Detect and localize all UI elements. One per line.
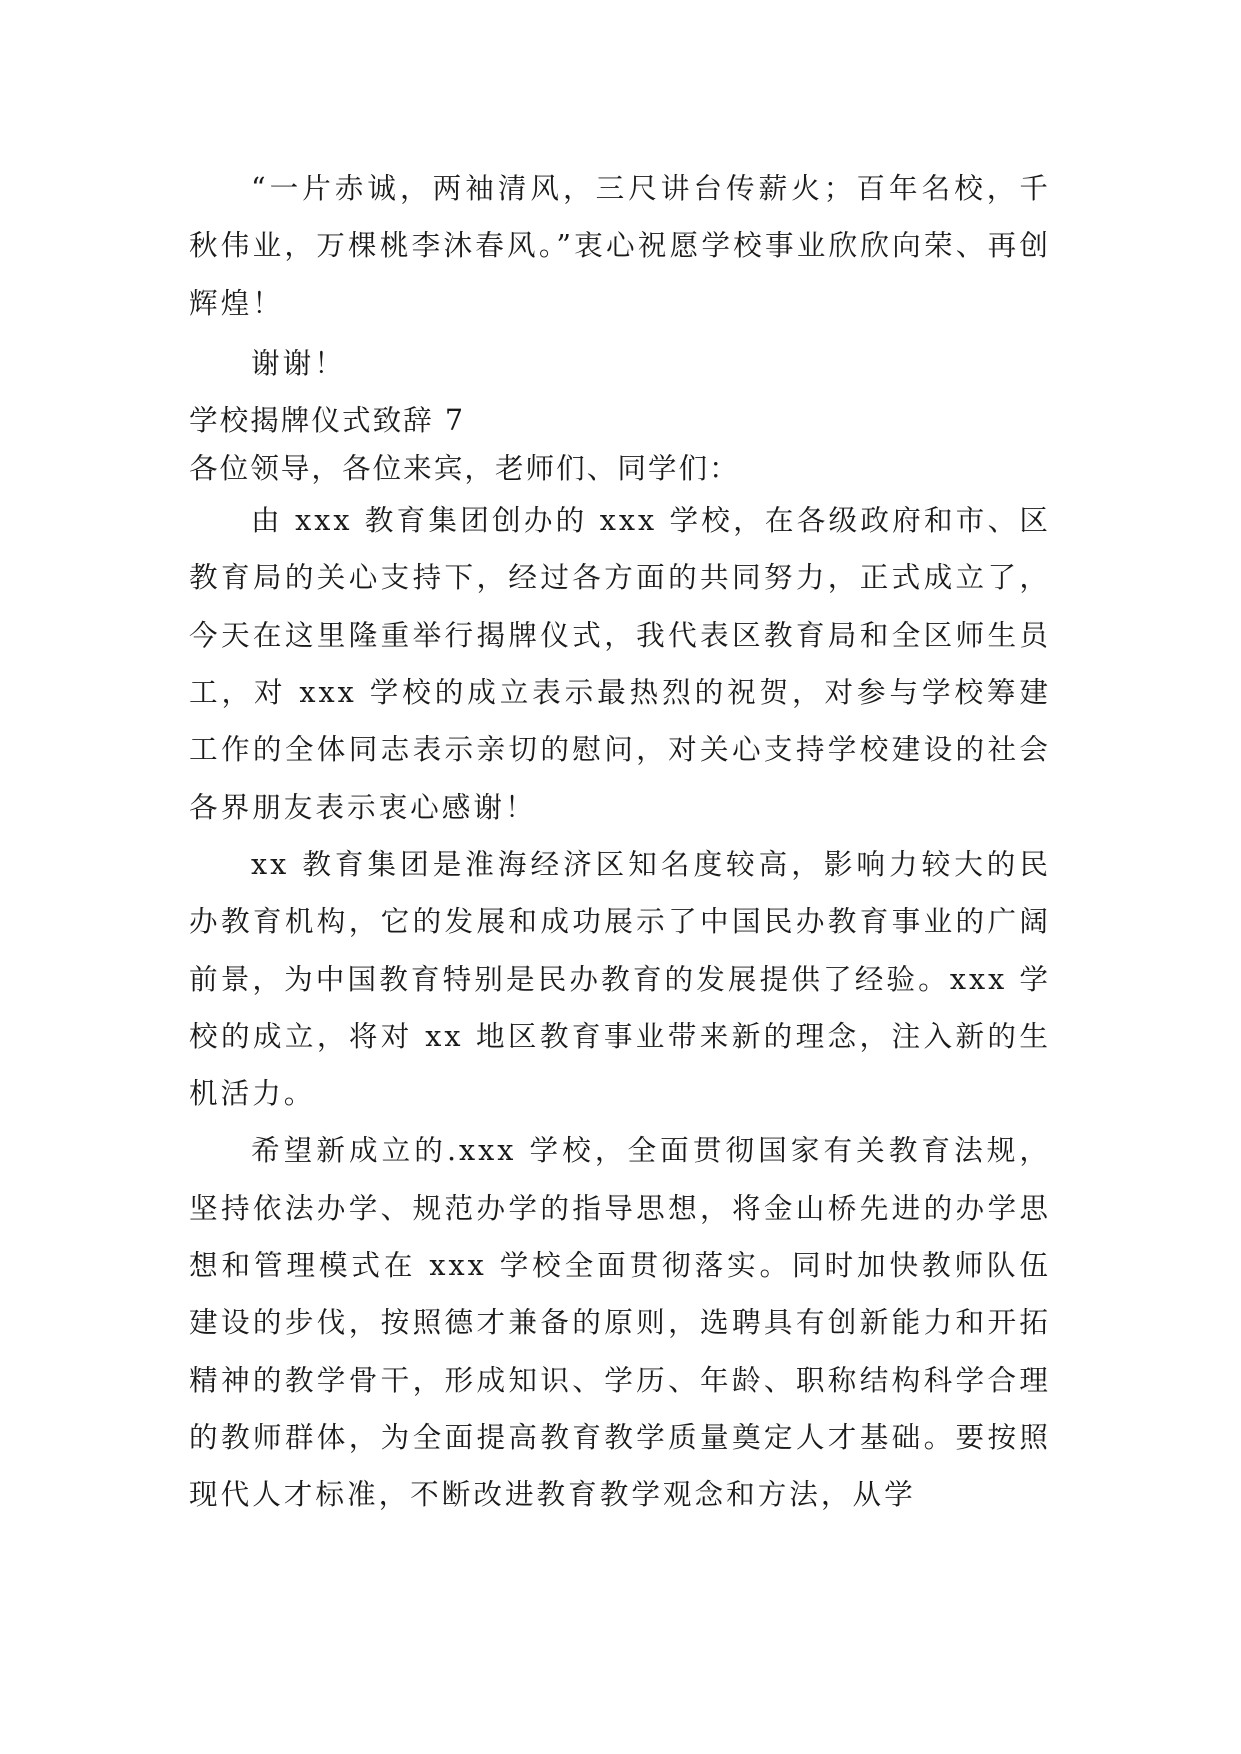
closing-paragraph: “一片赤诚，两袖清风，三尺讲台传薪火；百年名校，千秋伟业，万棵桃李沐春风。”衷心祝愿学校事业欣欣向荣、再创辉煌！ xyxy=(189,171,1051,320)
thanks-paragraph: 谢谢！ xyxy=(251,345,346,380)
body-paragraph: 希望新成立的.xxx 学校，全面贯彻国家有关教育法规，坚持依法办学、规范办学的指导思想，将金山桥先进的办学思想和管理模式在 xxx 学校全面贯彻落实。同时加快教师队伍建设的步伐，按照德才兼备的原则，选聘具有创新能力和开拓精神的教学骨干，形成知识、学历、年龄、职称结构科学合理的教师群体，为全面提高教育教学质量奠定人才基础。要按照现代人才标准，不断改进教育教学观念和方法，从学 xyxy=(189,1133,1051,1512)
body-paragraph: xx 教育集团是淮海经济区知名度较高，影响力较大的民办教育机构，它的发展和成功展示了中国民办教育事业的广阔前景，为中国教育特别是民办教育的发展提供了经验。xxx 学校的成立，将对 xx 地区教育事业带来新的理念，注入新的生机活力。 xyxy=(189,846,1051,1111)
body-paragraph: 由 xxx 教育集团创办的 xxx 学校，在各级政府和市、区教育局的关心支持下，经过各方面的共同努力，正式成立了，今天在这里隆重举行揭牌仪式，我代表区教育局和全区师生员工，对 xxx 学校的成立表示最热烈的祝贺，对参与学校筹建工作的全体同志表示亲切的慰问，对关心支持学校建设的社会各界朋友表示衷心感谢！ xyxy=(189,503,1051,824)
salutation: 各位领导，各位来宾，老师们、同学们： xyxy=(189,451,740,486)
section-title: 学校揭牌仪式致辞 7 xyxy=(189,403,466,438)
document-body xyxy=(189,160,1051,1524)
